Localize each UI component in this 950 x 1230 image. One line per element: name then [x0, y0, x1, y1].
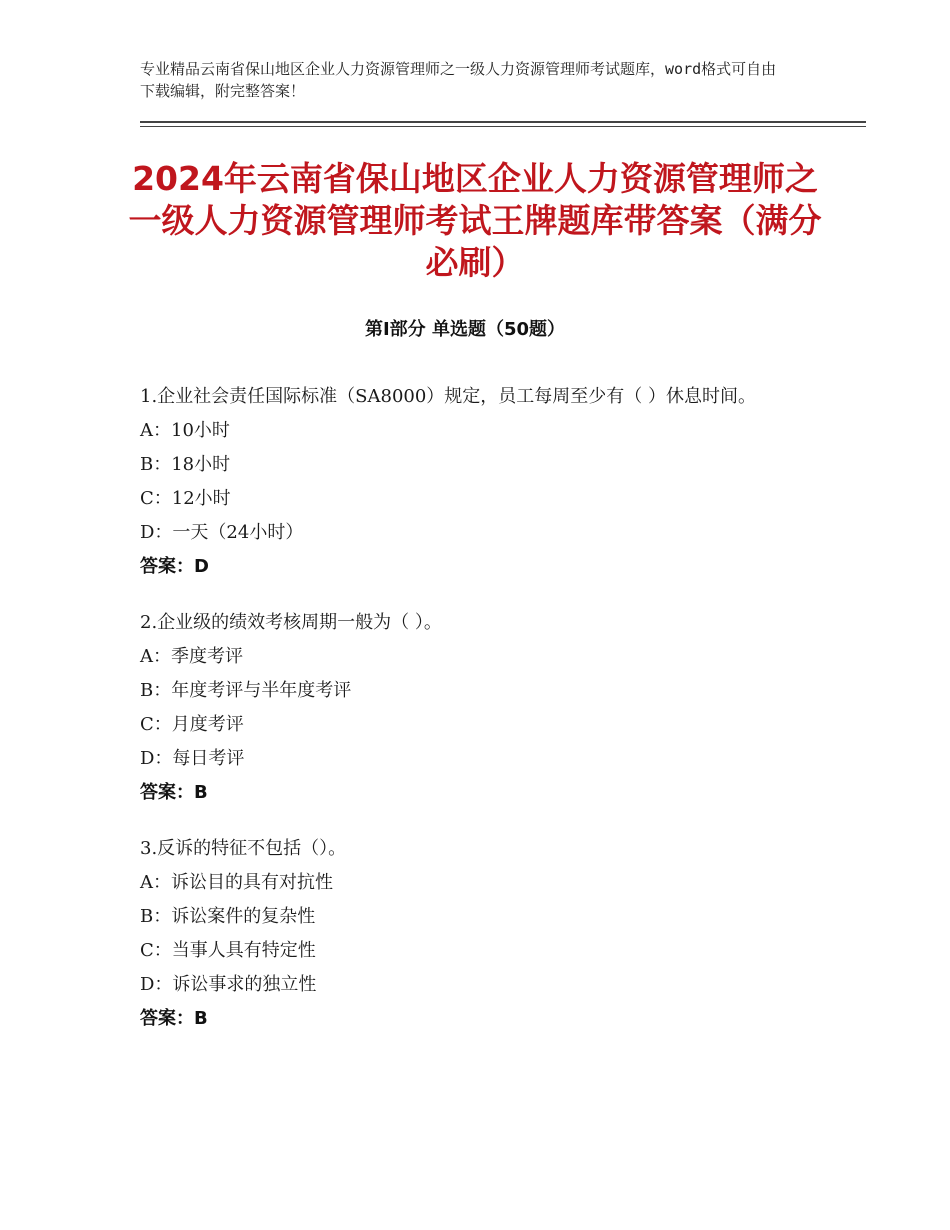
option-c: C：月度考评: [140, 714, 244, 735]
question-item: [140, 380, 820, 584]
option-d: D：诉讼事求的独立性: [140, 974, 317, 995]
option-a: A：诉讼目的具有对抗性: [140, 872, 333, 893]
option-a: A：季度考评: [140, 646, 243, 667]
option-c: C：当事人具有特定性: [140, 940, 316, 961]
document-title: 2024年云南省保山地区企业人力资源管理师之一级人力资源管理师考试王牌题库带答案（满分必刷）: [128, 159, 822, 282]
option-d: D：一天（24小时）: [140, 522, 304, 543]
question-stem: 1.企业社会责任国际标准（SA8000）规定，员工每周至少有（ ）休息时间。: [140, 386, 757, 407]
question-item: [140, 606, 820, 810]
section-title: 第Ⅰ部分 单选题（50题）: [364, 319, 565, 340]
option-a: A：10小时: [140, 420, 230, 441]
answer: 答案：B: [140, 1008, 208, 1029]
answer: 答案：D: [140, 556, 209, 577]
question-list: [140, 380, 820, 1058]
answer: 答案：B: [140, 782, 208, 803]
question-item: [140, 832, 820, 1036]
option-d: D：每日考评: [140, 748, 245, 769]
question-stem: 2.企业级的绩效考核周期一般为（ ）。: [140, 612, 442, 633]
question-stem: 3.反诉的特征不包括（）。: [140, 838, 347, 859]
option-b: B：诉讼案件的复杂性: [140, 906, 316, 927]
option-b: B：年度考评与半年度考评: [140, 680, 352, 701]
header-divider-thick: [140, 121, 866, 123]
header-divider-thin: [140, 126, 866, 127]
option-c: C：12小时: [140, 488, 231, 509]
header-note: 专业精品云南省保山地区企业人力资源管理师之一级人力资源管理师考试题库，word格式可自由下载编辑，附完整答案！: [140, 60, 777, 100]
option-b: B：18小时: [140, 454, 231, 475]
